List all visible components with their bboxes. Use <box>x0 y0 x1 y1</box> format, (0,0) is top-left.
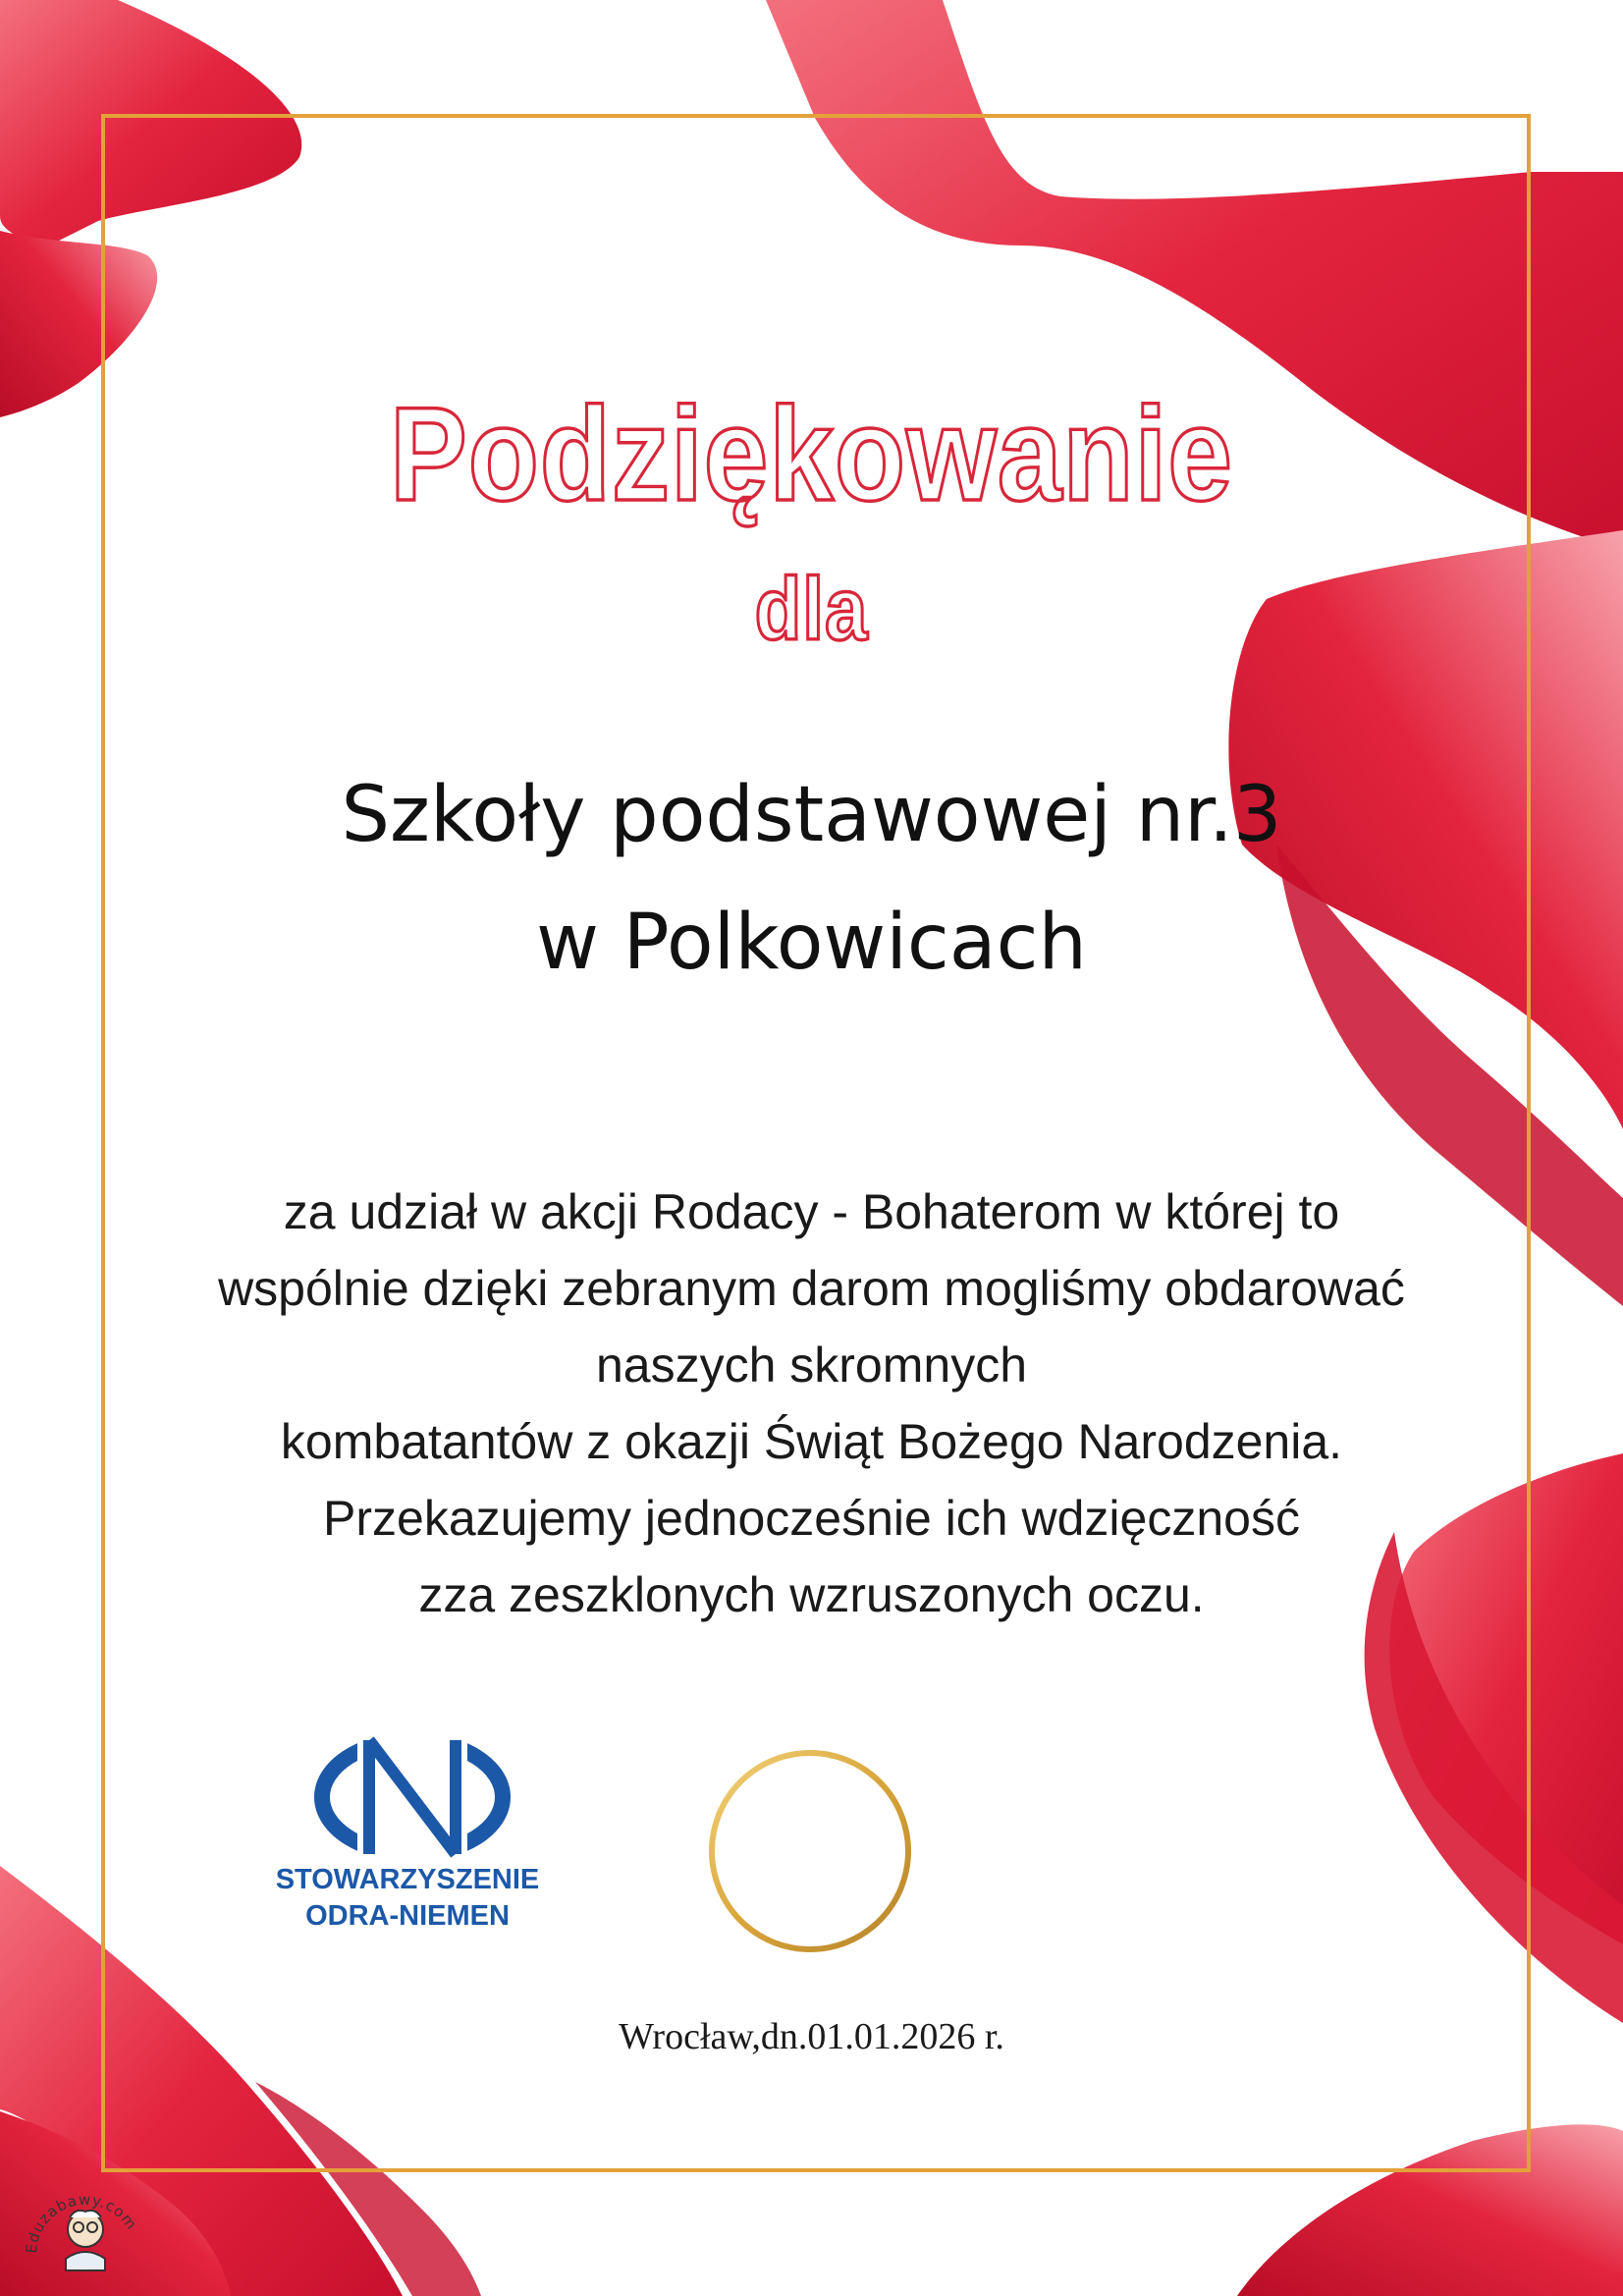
issue-date: Wrocław,dn.01.01.2026 r. <box>619 2016 1004 2057</box>
body-line: kombatantów z okazji Świąt Bożego Narodzenia. <box>280 1414 1343 1469</box>
body-line: Przekazujemy jednocześnie ich wdzięczność <box>323 1491 1300 1546</box>
body-line: za udział w akcji Rodacy - Bohaterom w której to <box>283 1184 1340 1239</box>
professor-mascot-icon <box>22 2160 149 2288</box>
body-line: zza zeszklonych wzruszonych oczu. <box>418 1567 1205 1622</box>
recipient-line-2: w Polkowicach <box>536 899 1087 987</box>
certificate-title: Podziękowanie <box>390 380 1233 529</box>
organization-name-line-2: ODRA-NIEMEN <box>305 1900 510 1932</box>
body-line: naszych skromnych <box>595 1338 1028 1393</box>
certificate-body <box>0 1174 1623 1633</box>
certificate-subtitle: dla <box>754 559 869 659</box>
gold-seal-circle <box>702 1743 918 1959</box>
watermark-text: Eduzabawy.com <box>22 2190 141 2255</box>
organization-name-line-1: STOWARZYSZENIE <box>275 1864 540 1895</box>
body-line: wspólnie dzięki zebranym darom mogliśmy obdarować <box>218 1261 1405 1316</box>
odra-niemen-logo-icon <box>285 1728 540 1994</box>
recipient-line-1: Szkoły podstawowej nr.3 <box>341 771 1282 859</box>
